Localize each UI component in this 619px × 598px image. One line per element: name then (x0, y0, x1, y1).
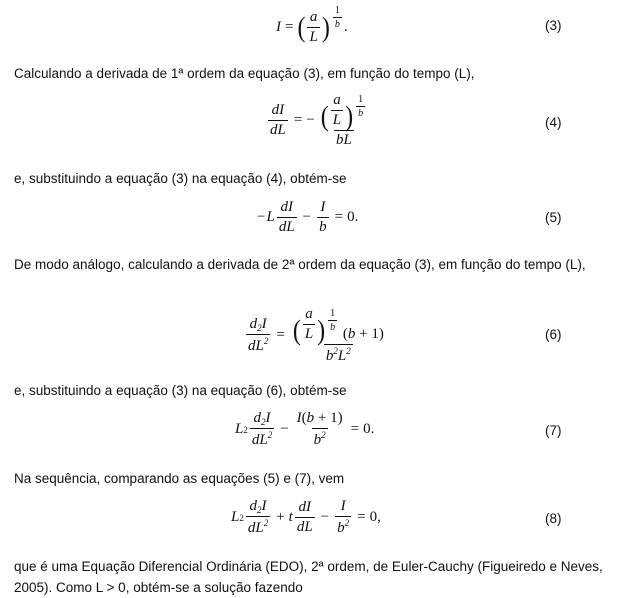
equation-5-math: − L $\frac{dI}{dL}$ − $\frac{I}{b}$ = 0. (257, 199, 359, 235)
equation-4-math: $\frac{dI}{dL}$ = − ( $\frac{a}{L}$ ) $^{\frac{1}{b}}$ bL (270, 92, 364, 148)
paragraph-5: Na sequência, comparando as equações (5) e (7), vem (14, 471, 345, 486)
equation-7-number: (7) (545, 423, 562, 438)
equation-3 (0, 5, 619, 45)
equation-8 (0, 498, 619, 536)
equation-5 (0, 199, 619, 235)
equation-5-number: (5) (545, 210, 562, 225)
equation-8-math: L 2 d 2 I $dL^2$ + t $\frac{dI}{dL}$ − $\frac{I}{b^2}$ = 0, (231, 498, 381, 536)
equation-4 (0, 92, 619, 148)
paragraph-2: e, substituindo a equação (3) na equação (4), obtém-se (14, 171, 347, 186)
equation-3-number: (3) (545, 18, 562, 33)
equation-7-math: L 2 d 2 I $dL^2$ − I ( b + 1) $b^2$ = 0. (235, 410, 375, 448)
equation-6 (0, 306, 619, 364)
paragraph-1: Calculando a derivada de 1ª ordem da equação (3), em função do tempo (L), (14, 66, 475, 81)
equation-6-number: (6) (545, 327, 562, 342)
paragraph-4: e, substituindo a equação (3) na equação (6), obtém-se (14, 383, 347, 398)
paragraph-6: que é uma Equação Diferencial Ordinária (EDO), 2ª ordem, de Euler-Cauchy (Figueiredo e Neves, 2005). Como L > 0, obtém-se a solução fazendo (14, 559, 603, 595)
equation-6-math: d 2 I $dL^2$ = ( $\frac{a}{L}$ ) $^{\frac{1}{b}}$ ( b + 1) $b^2L^2$ (248, 306, 384, 364)
equation-4-number: (4) (545, 115, 562, 130)
equation-7 (0, 410, 619, 448)
paragraph-3: De modo análogo, calculando a derivada de 2ª ordem da equação (3), em função do tempo (L), (14, 257, 586, 272)
equation-3-math: I = ( $\frac{a}{L}$ ) $^{\frac{1}{b}}$ . (276, 5, 348, 45)
equation-8-number: (8) (545, 511, 562, 526)
